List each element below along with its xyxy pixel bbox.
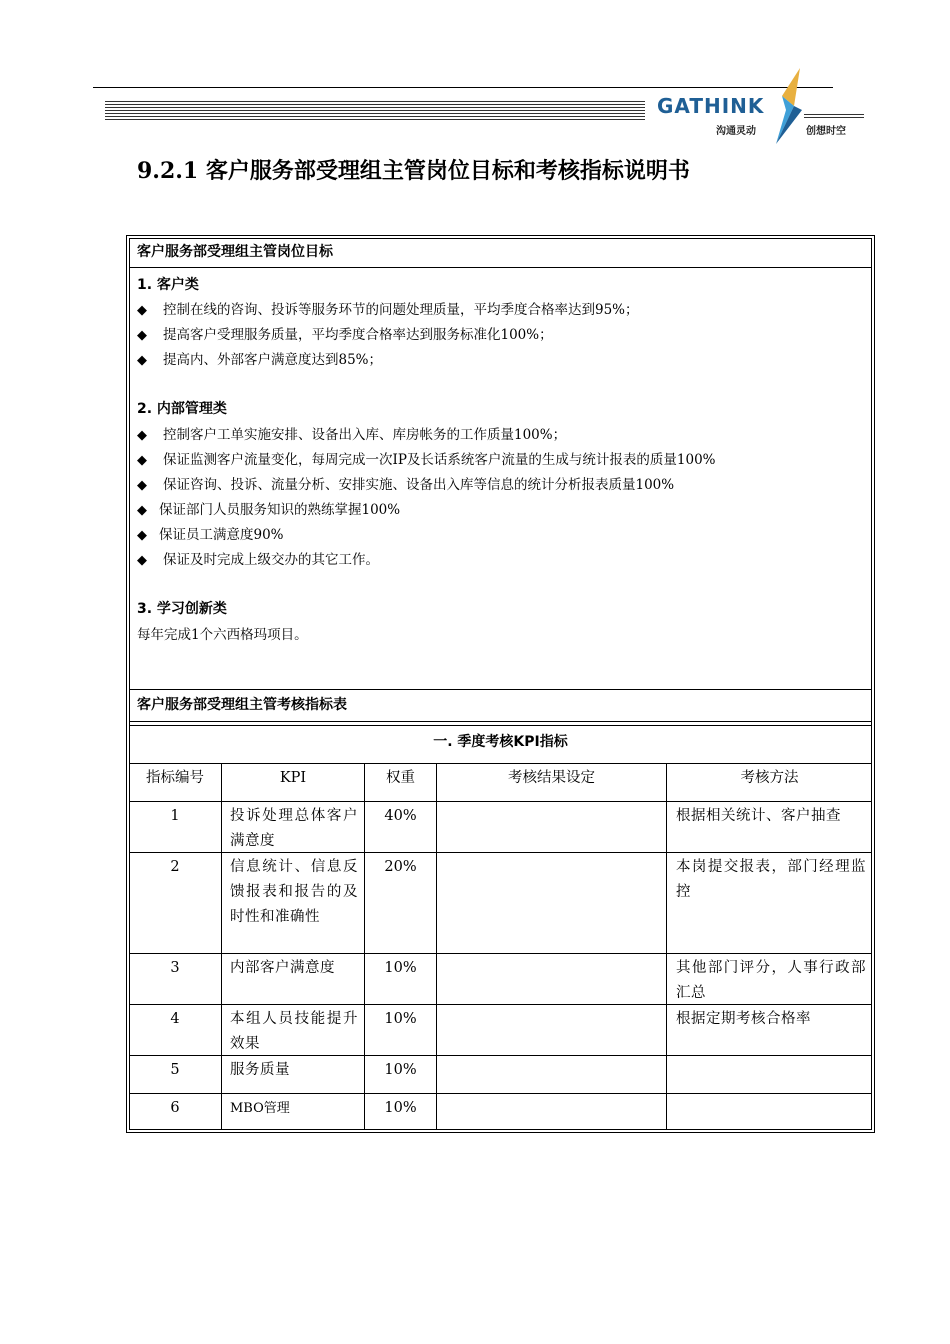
diamond-bullet-icon: ◆ [137, 478, 147, 493]
table-cell-weight: 10% [384, 1011, 417, 1027]
table-cell-kpi: MBO管理 [230, 1101, 290, 1116]
table-rule [129, 1093, 872, 1094]
table-cell-no: 5 [170, 1062, 180, 1078]
list-item: ◆ 控制在线的咨询、投诉等服务环节的问题处理质量，平均季度合格率达到95%； [137, 302, 639, 318]
table-cell-weight: 40% [384, 808, 417, 824]
divider [129, 725, 872, 726]
kpi-heading: 客户服务部受理组主管考核指标表 [137, 697, 347, 713]
column-header-no: 指标编号 [146, 770, 204, 786]
column-header-kpi: KPI [279, 770, 307, 786]
diamond-bullet-icon: ◆ [137, 503, 147, 518]
divider [129, 721, 872, 722]
table-cell-weight: 10% [384, 1062, 417, 1078]
category-heading: 2. 内部管理类 [137, 401, 227, 417]
list-item: ◆ 提高内、外部客户满意度达到85%； [137, 352, 383, 368]
diamond-bullet-icon: ◆ [137, 303, 147, 318]
diamond-bullet-icon: ◆ [137, 528, 147, 543]
diamond-bullet-icon: ◆ [137, 453, 147, 468]
divider [129, 689, 872, 690]
table-cell-no: 3 [170, 960, 180, 976]
page-title: 9.2.1 客户服务部受理组主管岗位目标和考核指标说明书 [137, 158, 690, 184]
table-cell-kpi: 信息统计、信息反馈报表和报告的及时性和准确性 [230, 859, 358, 925]
table-cell-kpi: 服务质量 [230, 1062, 290, 1078]
list-item: ◆ 保证部门人员服务知识的熟练掌握100% [137, 502, 401, 518]
logo-slogan-right: 创想时空 [806, 126, 846, 137]
table-cell-method: 根据相关统计、客户抽查 [676, 808, 841, 824]
header-stripes [105, 101, 645, 120]
list-item: ◆ 保证员工满意度90% [137, 527, 284, 543]
table-cell-kpi: 内部客户满意度 [230, 960, 335, 976]
table-cell-no: 4 [170, 1011, 180, 1027]
category-heading: 3. 学习创新类 [137, 601, 227, 617]
column-header-result: 考核结果设定 [508, 770, 595, 786]
logo-slogan-left: 沟通灵动 [716, 126, 756, 137]
column-header-method: 考核方法 [740, 770, 799, 786]
table-rule [129, 801, 872, 802]
table-cell-weight: 10% [384, 960, 417, 976]
paragraph: 每年完成1个六西格玛项目。 [137, 627, 308, 643]
table-cell-weight: 10% [384, 1100, 417, 1116]
table-cell-kpi: 本组人员技能提升效果 [230, 1011, 358, 1052]
table-rule [129, 953, 872, 954]
list-item: ◆ 保证咨询、投诉、流量分析、安排实施、设备出入库等信息的统计分析报表质量100% [137, 477, 675, 493]
table-cell-no: 1 [170, 808, 180, 824]
table-cell-no: 2 [170, 859, 180, 875]
table-cell-method: 根据定期考核合格率 [676, 1011, 811, 1027]
list-item: ◆ 控制客户工单实施安排、设备出入库、库房帐务的工作质量100%； [137, 427, 567, 443]
diamond-bullet-icon: ◆ [137, 328, 147, 343]
list-item: ◆ 保证及时完成上级交办的其它工作。 [137, 552, 379, 568]
header-rule [93, 87, 833, 88]
diamond-bullet-icon: ◆ [137, 428, 147, 443]
diamond-bullet-icon: ◆ [137, 353, 147, 368]
table-cell-method: 本岗提交报表，部门经理监控 [676, 859, 866, 900]
category-heading: 1. 客户类 [137, 277, 199, 293]
divider [129, 267, 872, 268]
table-rule [129, 763, 872, 764]
header-stripes-right [804, 114, 864, 118]
table-cell-method: 其他部门评分，人事行政部汇总 [676, 960, 866, 1001]
table-cell-kpi: 投诉处理总体客户满意度 [230, 808, 358, 849]
table-cell-no: 6 [170, 1100, 180, 1116]
diamond-bullet-icon: ◆ [137, 553, 147, 568]
goals-heading: 客户服务部受理组主管岗位目标 [137, 244, 333, 260]
list-item: ◆ 提高客户受理服务质量，平均季度合格率达到服务标准化100%； [137, 327, 553, 343]
table-cell-weight: 20% [384, 859, 417, 875]
column-header-weight: 权重 [386, 770, 415, 786]
table-rule [221, 763, 222, 1130]
list-item: ◆ 保证监测客户流量变化，每周完成一次IP及长话系统客户流量的生成与统计报表的质量100% [137, 452, 716, 468]
logo-text: GATHINK [657, 94, 765, 118]
table-rule [666, 763, 667, 1130]
table-rule [436, 763, 437, 1130]
logo-arrow-icon [772, 66, 812, 146]
kpi-subheading: 一. 季度考核KPI指标 [433, 734, 568, 750]
